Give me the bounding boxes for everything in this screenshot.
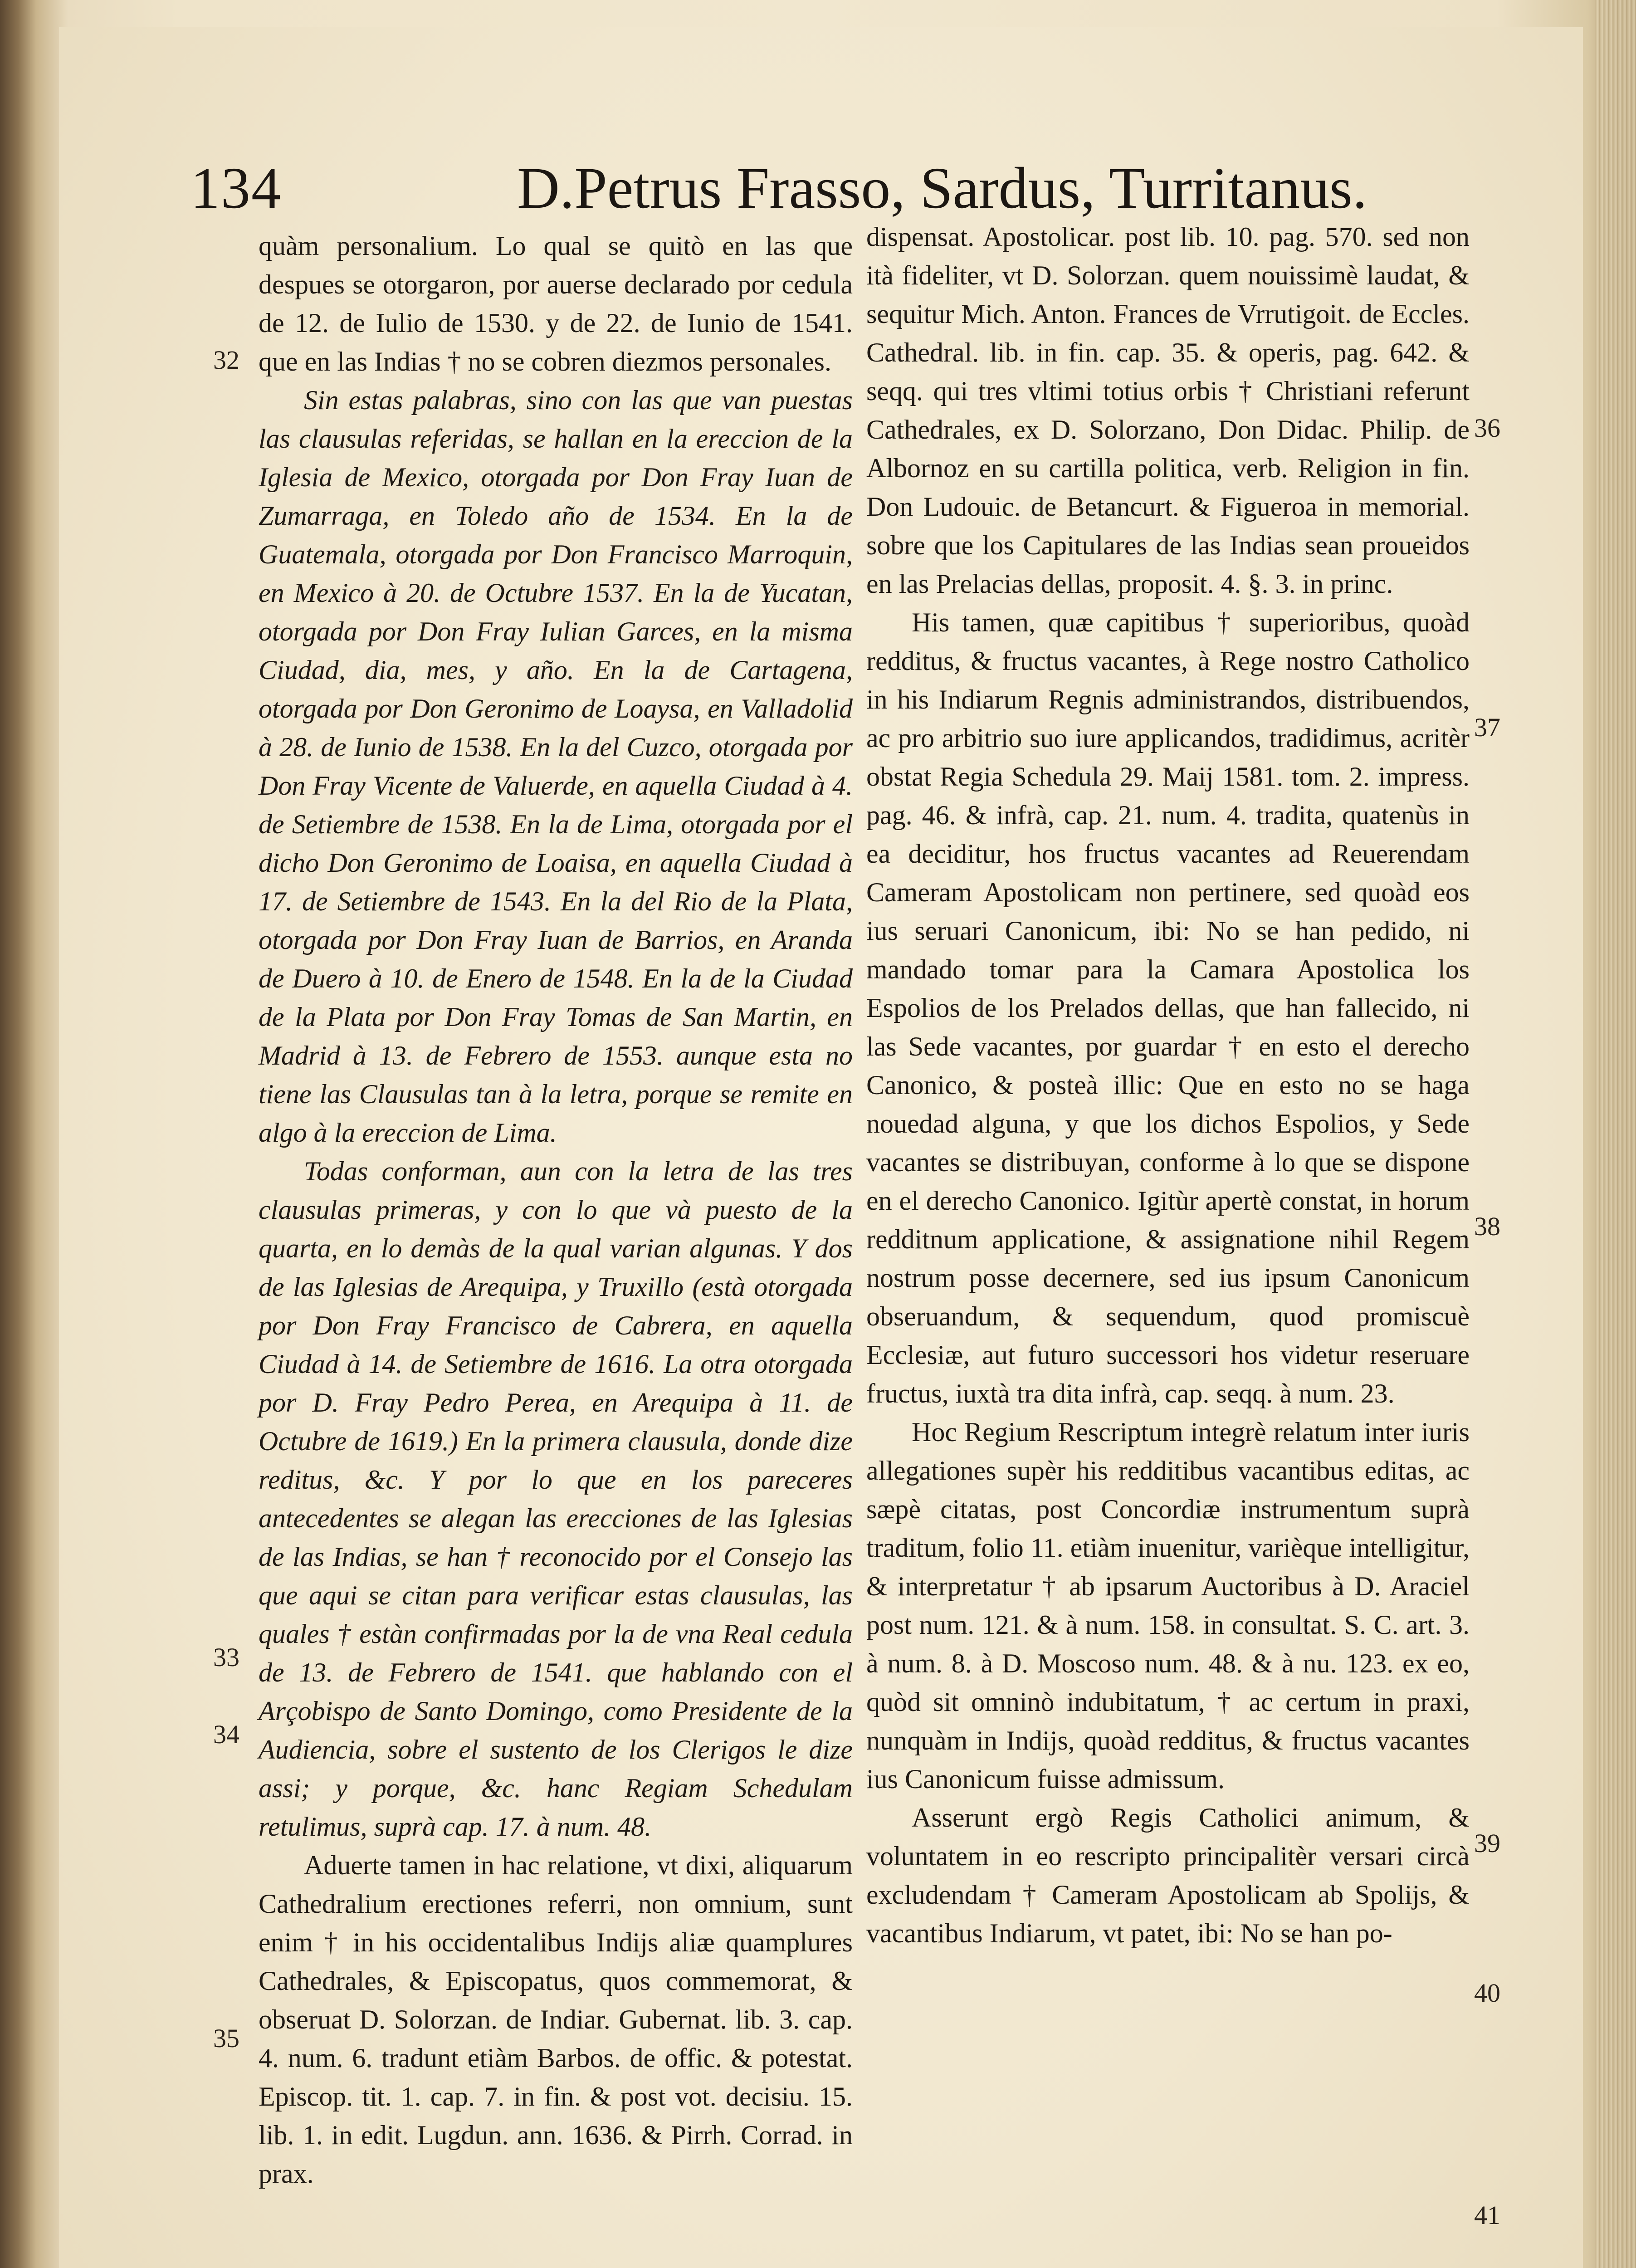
left-paragraph-4: Aduerte tamen in hac relatione, vt dixi, aliquarum Cathedralium erectiones referri, non omnium, sunt enim † in his occidentalibus Indijs aliæ quamplures Cathedrales, & Episcopatus, quos commemorat, & obseruat D. Solorzan. de Indiar. Gubernat. lib. 3. cap. 4. num. 6. tradunt etiàm Barbos. de offic. & potestat. Episcop. tit. 1. cap. 7. in fin. & post vot. decisiu. 15. lib. 1. in edit. Lugdun. ann. 1636. & Pirrh. Corrad. in prax. <box>259 1850 853 2189</box>
margin-number: 40 <box>1474 1978 1500 2008</box>
page-edge <box>1595 0 1636 2268</box>
left-paragraph-1: quàm personalium. Lo qual se quitò en las que despues se otorgaron, por auerse declarado por cedula de 12. de Iulio de 1530. y de 22. de Iunio de 1541. que en las Indias † no se cobren diezmos personales. <box>259 231 853 376</box>
margin-number: 41 <box>1474 2200 1500 2230</box>
right-paragraph-1: dispensat. Apostolicar. post lib. 10. pag. 570. sed non ità fideliter, vt D. Solorzan. quem nouissimè laudat, & sequitur Mich. Anton. Frances de Vrrutigoit. de Eccles. Cathedral. lib. in fin. cap. 35. & operis, pag. 642. & seqq. qui tres vltimi totius orbis † Christiani referunt Cathedrales, ex D. Solorzano, Don Didac. Philip. de Albornoz en su cartilla politica, verb. Religion in fin. Don Ludouic. de Betancurt. & Figueroa in memorial. sobre que los Capitulares de las Indias sean proueidos en las Prelacias dellas, proposit. 4. §. 3. in princ. <box>866 222 1470 599</box>
page-number: 134 <box>190 156 282 221</box>
right-paragraph-4: Asserunt ergò Regis Catholici animum, & voluntatem in eo rescripto principalitèr versari circà excludendam † Cameram Apostolicam ab Spolijs, & vacantibus Indiarum, vt patet, ibi: No se han po- <box>866 1803 1470 1948</box>
right-paragraph-2: His tamen, quæ capitibus † superioribus, quoàd redditus, & fructus vacantes, à Rege nostro Catholico in his Indiarum Regnis administrandos, distribuendos, ac pro arbitrio suo iure applicandos, tradidimus, acritèr obstat Regia Schedula 29. Maij 1581. tom. 2. impress. pag. 46. & infrà, cap. 21. num. 4. tradita, quatenùs in ea deciditur, hos fructus vacantes ad Reuerendam Cameram Apostolicam non pertinere, sed quoàd eos ius seruari Canonicum, ibi: No se han pedido, ni mandado tomar para la Camara Apostolica los Espolios de los Prelados dellas, que han fallecido, ni las Sede vacantes, por guardar † en esto el derecho Canonico, & posteà illic: Que en esto no se haga nouedad alguna, y que los dichos Espolios, y Sede vacantes se distribuyan, conforme à lo que se dispone en el derecho Canonico. Igitùr apertè constat, in horum redditnum applicatione, & assignatione nihil Regem nostrum posse decernere, sed ius ipsum Canonicum obseruandum, & sequendum, quod promiscuè Ecclesiæ, aut futuro successori hos videtur reseruare fructus, iuxtà tra dita infrà, cap. seqq. à num. 23. <box>866 607 1470 1408</box>
page-title: D.Petrus Frasso, Sardus, Turritanus. <box>517 156 1367 221</box>
left-column <box>259 227 853 2193</box>
page-header <box>190 136 1506 227</box>
margin-number: 36 <box>1474 413 1500 443</box>
margin-number: 33 <box>213 1642 239 1672</box>
right-paragraph-3: Hoc Regium Rescriptum integrè relatum inter iuris allegationes supèr his redditibus vacantibus editas, ac sæpè citatas, post Concordiæ instrumentum suprà traditum, folio 11. etiàm inuenitur, varièque intelligitur, & interpretatur † ab ipsarum Auctoribus à D. Araciel post num. 121. & à num. 158. in consultat. S. C. art. 3. à num. 8. à D. Moscoso num. 48. & à nu. 123. ex eo, quòd sit omninò indubitatum, † ac certum in praxi, nunquàm in Indijs, quoàd redditus, & fructus vacantes ius Canonicum fuisse admissum. <box>866 1417 1470 1794</box>
margin-number: 38 <box>1474 1212 1500 1241</box>
left-paragraph-2: Sin estas palabras, sino con las que van puestas las clausulas referidas, se hallan en la ereccion de la Iglesia de Mexico, otorgada por Don Fray Iuan de Zumarraga, en Toledo año de 1534. En la de Guatemala, otorgada por Don Francisco Marroquin, en Mexico à 20. de Octubre 1537. En la de Yucatan, otorgada por Don Fray Iulian Garces, en la misma Ciudad, dia, mes, y año. En la de Cartagena, otorgada por Don Geronimo de Loaysa, en Valladolid à 28. de Iunio de 1538. En la del Cuzco, otorgada por Don Fray Vicente de Valuerde, en aquella Ciudad à 4. de Setiembre de 1538. En la de Lima, otorgada por el dicho Don Geronimo de Loaisa, en aquella Ciudad à 17. de Setiembre de 1543. En la del Rio de la Plata, otorgada por Don Fray Iuan de Barrios, en Aranda de Duero à 10. de Enero de 1548. En la de la Ciudad de la Plata por Don Fray Tomas de San Martin, en Madrid à 13. de Febrero de 1553. aunque esta no tiene las Clausulas tan à la letra, porque se remite en algo à la ereccion de Lima. <box>259 385 853 1148</box>
margin-number: 37 <box>1474 713 1500 742</box>
margin-number: 35 <box>213 2024 239 2053</box>
margin-number: 34 <box>213 1720 239 1749</box>
margin-number: 39 <box>1474 1828 1500 1858</box>
right-column <box>866 218 1470 1953</box>
margin-number: 32 <box>213 345 239 375</box>
left-paragraph-3: Todas conforman, aun con la letra de las tres clausulas primeras, y con lo que và puesto de la quarta, en lo demàs de la qual varian algunas. Y dos de las Iglesias de Arequipa, y Truxillo (està otorgada por Don Fray Francisco de Cabrera, en aquella Ciudad à 14. de Setiembre de 1616. La otra otorgada por D. Fray Pedro Perea, en Arequipa à 11. de Octubre de 1619.) En la primera clausula, donde dize reditus, &c. Y por lo que en los pareceres antecedentes se alegan las erecciones de las Iglesias de las Indias, se han † reconocido por el Consejo las que aqui se citan para verificar estas clausulas, las quales † estàn confirmadas por la de vna Real cedula de 13. de Febrero de 1541. que hablando con el Arçobispo de Santo Domingo, como Presidente de la Audiencia, sobre el sustento de los Clerigos le dize assi; y porque, &c. hanc Regiam Schedulam retulimus, suprà cap. 17. à num. 48. <box>259 1156 853 1842</box>
